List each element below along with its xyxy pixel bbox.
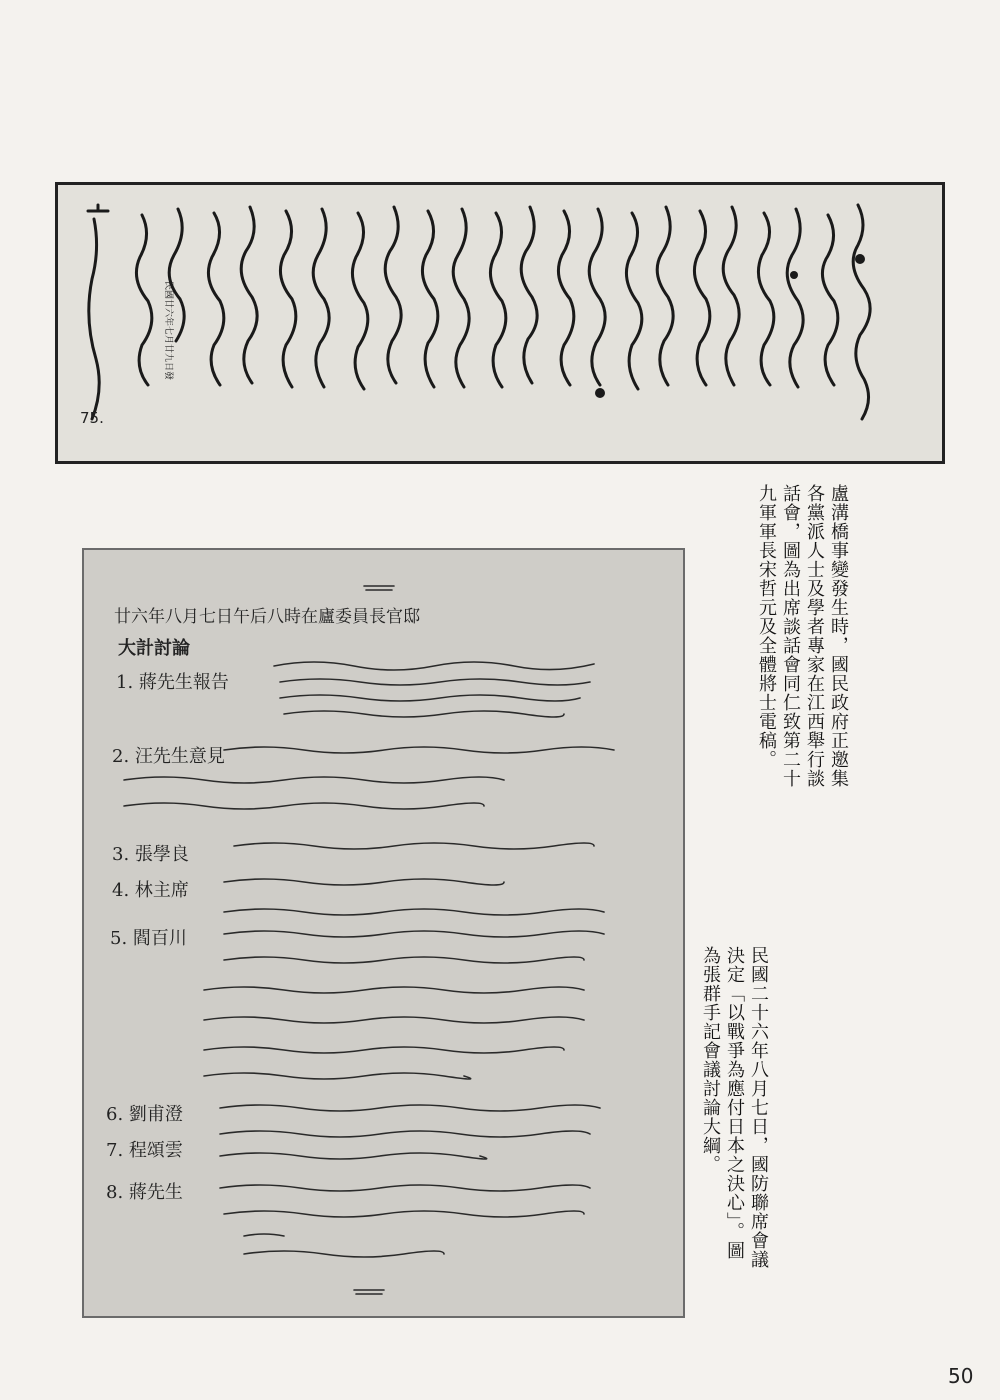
- notes-item: 6. 劉甫澄: [106, 1104, 183, 1125]
- notes-item: 2. 汪先生意見: [112, 746, 225, 767]
- notes-item: 3. 張學良: [112, 844, 189, 865]
- telegram-date-stamp: 民國廿六年七月廿九日發: [163, 281, 173, 381]
- notes-item: 8. 蔣先生: [106, 1182, 183, 1203]
- telegram-caption: 盧溝橋事變發生時，國民政府正邀集各黨派人士及學者專家在江西舉行談話會，圖為出席談話會同仁致第二十九軍軍長宋哲元及全體將士電稿。: [756, 484, 849, 788]
- notes-header: 廿六年八月七日午后八時在廬委員長官邸: [114, 607, 420, 627]
- meeting-notes-photo: [82, 548, 685, 1318]
- page-number: 50: [948, 1364, 974, 1388]
- notes-item: 7. 程頌雲: [106, 1140, 183, 1161]
- notes-section-title: 大計討論: [118, 638, 190, 659]
- notes-item: 5. 閻百川: [110, 928, 187, 949]
- notes-item: 1. 蔣先生報告: [116, 672, 229, 693]
- meeting-notes-caption: 民國二十六年八月七日，國防聯席會議決定「以戰爭為應付日本之決心」。圖為張群手記會議討論大綱。: [700, 946, 769, 1269]
- meeting-notes-image: [84, 550, 683, 1316]
- telegram-calligraphy-image: [58, 185, 942, 461]
- telegram-draft-photo: [55, 182, 945, 464]
- telegram-page-mark: 75.: [80, 409, 104, 427]
- notes-item: 4. 林主席: [112, 880, 189, 901]
